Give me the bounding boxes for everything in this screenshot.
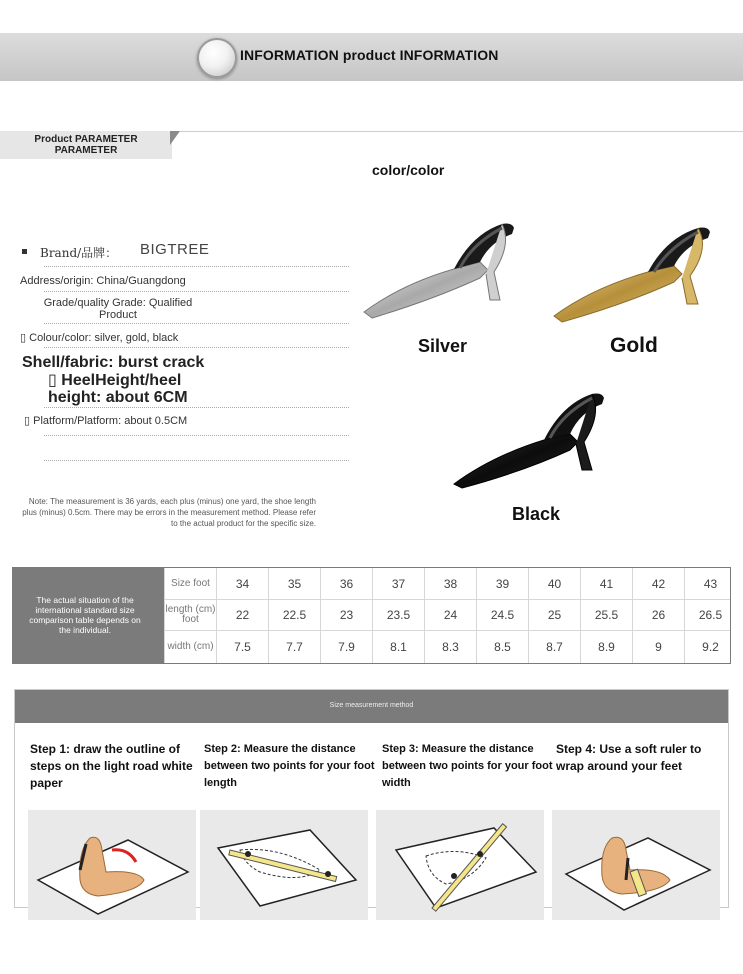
foot-outline-icon — [28, 810, 196, 920]
step-3-text: Step 3: Measure the distance between two points for your foot width — [382, 743, 553, 789]
size-cell: 37 — [372, 568, 424, 599]
width-cell: 8.1 — [372, 631, 424, 663]
box-glyph-icon: ▯ — [24, 414, 31, 427]
step-1 — [30, 741, 202, 792]
width-row-label: width (cm) — [164, 631, 216, 663]
silver-shoe-image — [362, 214, 524, 326]
spec-divider — [44, 435, 349, 436]
spec-colour-text: Colour/color: silver, gold, black — [29, 332, 179, 344]
color-title: color/color — [372, 162, 445, 178]
spec-heel-text: HeelHeight/heel height: about 6CM — [48, 372, 188, 406]
size-cell: 36 — [320, 568, 372, 599]
width-cell: 9 — [632, 631, 684, 663]
length-cell: 23.5 — [372, 600, 424, 630]
soft-ruler-icon — [552, 810, 720, 920]
step-4-image — [552, 810, 720, 920]
step-3 — [382, 741, 554, 792]
length-cell: 26.5 — [684, 600, 736, 630]
brand-label: Brand/品牌： — [40, 246, 118, 260]
size-cell: 34 — [216, 568, 268, 599]
spec-heel — [48, 371, 223, 406]
size-table-side-label: The actual situation of the international standard size comparison table depends on the individual. — [29, 595, 141, 635]
size-cell: 43 — [684, 568, 736, 599]
measure-header-title: Size measurement method — [329, 702, 414, 709]
length-cell: 22.5 — [268, 600, 320, 630]
box-glyph-icon: ▯ — [20, 331, 27, 344]
step-1-image — [28, 810, 196, 920]
spec-divider — [44, 291, 349, 292]
width-cell: 8.5 — [476, 631, 528, 663]
size-cell: 39 — [476, 568, 528, 599]
width-row — [164, 630, 730, 663]
width-cell: 7.7 — [268, 631, 320, 663]
spec-shell: Shell/fabric: burst crack — [22, 354, 205, 371]
spec-colour — [20, 331, 178, 344]
step-2 — [204, 741, 376, 792]
gold-label: Gold — [610, 334, 658, 357]
size-cell: 40 — [528, 568, 580, 599]
width-cell: 7.5 — [216, 631, 268, 663]
size-cell: 38 — [424, 568, 476, 599]
ruler-width-icon — [376, 810, 544, 920]
spec-grade: Grade/quality Grade: Qualified Product — [43, 297, 193, 321]
measure-header — [15, 690, 728, 723]
width-cell: 8.3 — [424, 631, 476, 663]
length-cell: 25 — [528, 600, 580, 630]
spec-divider — [44, 347, 349, 348]
banner-title: INFORMATION product INFORMATION — [240, 47, 499, 63]
spec-divider — [44, 460, 349, 461]
measure-panel — [14, 689, 729, 908]
silver-label: Silver — [418, 336, 468, 356]
banner-disc-icon — [197, 38, 237, 78]
length-row-label: length (cm) foot — [164, 600, 216, 630]
gold-shoe-image — [552, 222, 722, 326]
black-shoe-image — [452, 388, 614, 492]
length-cell: 25.5 — [580, 600, 632, 630]
width-cell: 8.9 — [580, 631, 632, 663]
black-label: Black — [512, 504, 561, 524]
param-tab-notch — [170, 131, 180, 145]
step-2-image — [200, 810, 368, 920]
length-cell: 24.5 — [476, 600, 528, 630]
spec-address: Address/origin: China/Guangdong — [20, 275, 186, 287]
size-row-label: Size foot — [164, 568, 216, 599]
step-1-text: Step 1: draw the outline of steps on the light road white paper — [30, 742, 193, 790]
size-row — [164, 568, 730, 599]
size-cell: 42 — [632, 568, 684, 599]
width-cell: 8.7 — [528, 631, 580, 663]
param-tab-label: Product PARAMETER PARAMETER — [34, 134, 138, 156]
width-cell: 7.9 — [320, 631, 372, 663]
length-cell: 23 — [320, 600, 372, 630]
brand-bullet-icon — [22, 249, 27, 254]
size-table — [12, 567, 731, 664]
brand-value: BIGTREE — [140, 241, 210, 258]
spec-divider — [44, 407, 349, 408]
spec-divider — [44, 323, 349, 324]
step-2-text: Step 2: Measure the distance between two points for your foot length — [204, 743, 375, 789]
spec-platform — [24, 414, 187, 427]
width-cell: 9.2 — [684, 631, 736, 663]
spec-divider — [44, 266, 349, 267]
measurement-note: Note: The measurement is 36 yards, each plus (minus) one yard, the shoe length plus (minus) 0.5cm. There may be errors in the measurement method. Please refer to the actual product for the specific size. — [22, 497, 316, 528]
box-glyph-icon: ▯ — [48, 370, 57, 389]
length-row — [164, 599, 730, 630]
ruler-length-icon — [200, 810, 368, 920]
spec-platform-text: Platform/Platform: about 0.5CM — [33, 415, 188, 427]
length-cell: 22 — [216, 600, 268, 630]
step-3-image — [376, 810, 544, 920]
step-4-text: Step 4: Use a soft ruler to wrap around your feet — [556, 742, 702, 773]
length-cell: 26 — [632, 600, 684, 630]
step-4 — [556, 741, 728, 775]
size-cell: 35 — [268, 568, 320, 599]
length-cell: 24 — [424, 600, 476, 630]
size-cell: 41 — [580, 568, 632, 599]
size-table-side — [13, 568, 164, 663]
